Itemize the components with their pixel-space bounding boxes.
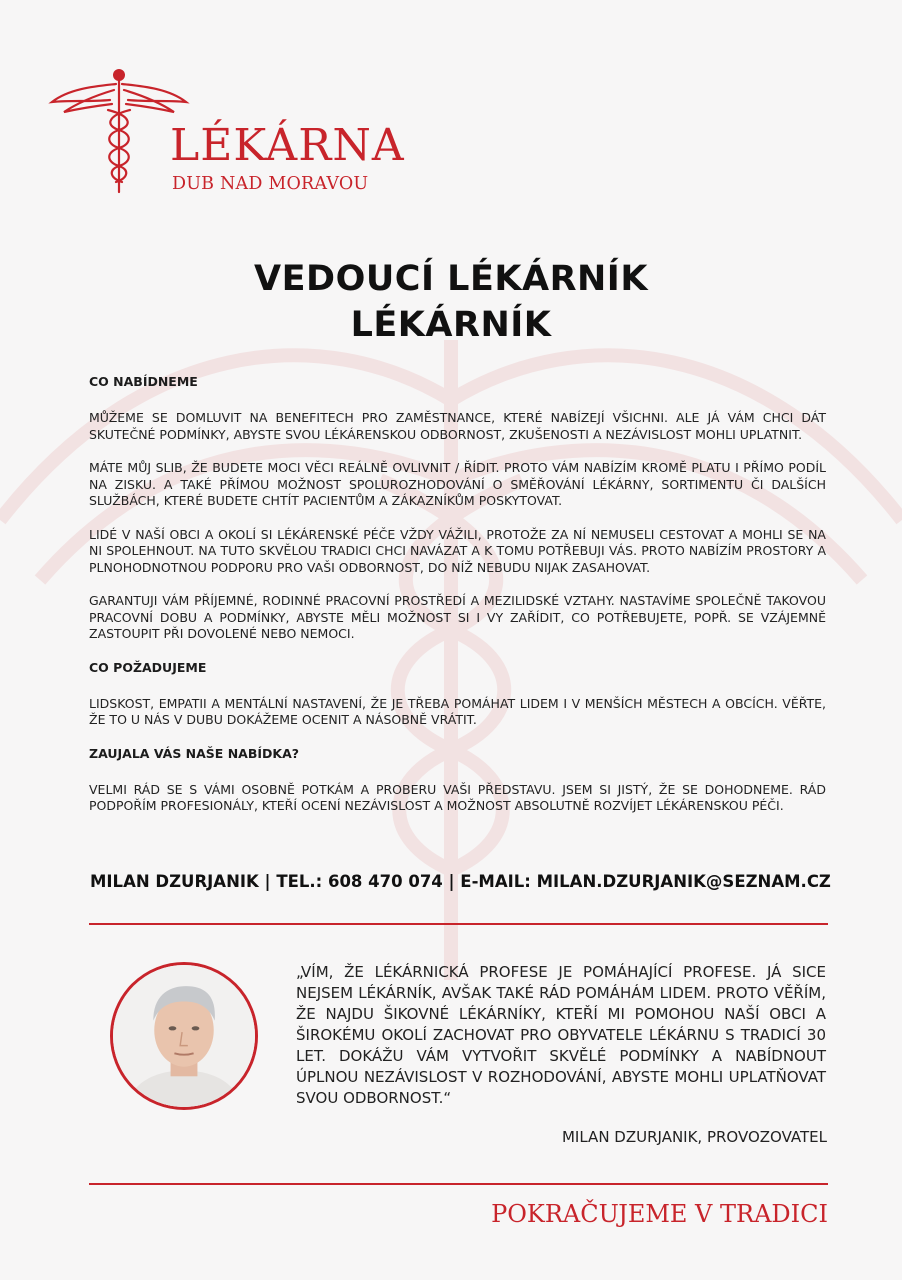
owner-quote: „VÍM, ŽE LÉKÁRNICKÁ PROFESE JE POMÁHAJÍCÍ PROFESE. JÁ SICE NEJSEM LÉKÁRNÍK, AVŠAK TAKÉ RÁD POMÁHÁM LIDEM. PROTO VĚŘÍM, ŽE NAJDU ŠIKOVNÉ LÉKÁRNÍKY, KTEŘÍ MI POMOHOU NAŠÍ OBCI A ŠIROKÉMU OKOLÍ ZACHOVAT PRO OBYVATELE LÉKÁRNU S TRADICÍ 30 LET. DOKÁŽU VÁM VYTVOŘIT SKVĚLÉ PODMÍNKY A NABÍDNOUT ÚPLNOU NEZÁVISLOST V ROZHODOVÁNÍ, ABYSTE MOHLI UPLATŇOVAT SVOU ODBORNOST.“ [296,963,826,1107]
footer-slogan: POKRAČUJEME V TRADICI [491,1200,828,1228]
offer-paragraph: MÁTE MŮJ SLIB, ŽE BUDETE MOCI VĚCI REÁLNĚ OVLIVNIT / ŘÍDIT. PROTO VÁM NABÍZÍM KROMĚ PLATU I PŘÍMO PODÍL NA ZISKU. A TAKÉ PŘÍMOU MOŽNOST SPOLUROZHODOVÁNÍ O SMĚŘOVÁNÍ LÉKÁRNY, SORTIMENTU ČI DALŠÍCH SLUŽBÁCH, KTERÉ BUDETE CHTÍT PACIENTŮM A ZÁKAZNÍKŮM POSKYTOVAT. [89,460,826,508]
interest-paragraph: VELMI RÁD SE S VÁMI OSOBNĚ POTKÁM A PROBERU VAŠI PŘEDSTAVU. JSEM SI JISTÝ, ŽE SE DOHODNEME. RÁD PODPOŘÍM PROFESIONÁLY, KTEŘÍ OCENÍ NEZÁVISLOST A MOŽNOST ABSOLUTNĚ ROZVÍJET LÉKÁRENSKOU PÉČI. [89,781,826,813]
brand-subtitle: DUB NAD MORAVOU [172,174,369,194]
contact-line: MILAN DZURJANIK | TEL.: 608 470 074 | E-MAIL: MILAN.DZURJANIK@SEZNAM.CZ [90,872,831,891]
divider [89,1183,828,1185]
offer-paragraph: GARANTUJI VÁM PŘÍJEMNÉ, RODINNÉ PRACOVNÍ PROSTŘEDÍ A MEZILIDSKÉ VZTAHY. NASTAVÍME SPOLEČNĚ TAKOVOU PRACOVNÍ DOBU A PODMÍNKY, ABYSTE MĚLI MOŽNOST SI I VY ZAŘÍDIT, CO POTŘEBUJETE, POPŘ. SE VZÁJEMNĚ ZASTOUPIT PŘI DOVOLENÉ NEBO NEMOCI. [89,593,826,641]
page-title [0,256,902,348]
interest-heading: ZAUJALA VÁS NAŠE NABÍDKA? [89,745,300,761]
job-description [89,374,826,815]
offer-heading: CO NABÍDNEME [89,374,198,389]
offer-paragraph: LIDÉ V NAŠÍ OBCI A OKOLÍ SI LÉKÁRENSKÉ PÉČE VŽDY VÁŽILI, PROTOŽE ZA NÍ NEMUSELI CESTOVAT A MOHLI SE NA NI SPOLEHNOUT. NA TUTO SKVĚLOU TRADICI CHCI NAVÁZAT A K TOMU POTŘEBUJI VÁS. PROTO NABÍZÍM PROSTORY A PLNOHODNOTNOU PODPORU PRO VAŠI ODBORNOST, DO NÍŽ NEBUDU NIJAK ZASAHOVAT. [89,526,826,575]
avatar [110,962,258,1110]
require-paragraph: LIDSKOST, EMPATII A MENTÁLNÍ NASTAVENÍ, ŽE JE TŘEBA POMÁHAT LIDEM I V MENŠÍCH MĚSTECH A OBCÍCH. VĚŘTE, ŽE TO U NÁS V DUBU DOKÁŽEME OCENIT A NÁSOBNĚ VRÁTIT. [89,695,826,727]
brand-title: LÉKÁRNA [170,120,405,171]
title-line-2: LÉKÁRNÍK [350,305,552,345]
portrait-image [113,965,255,1107]
caduceus-logo-icon [48,66,190,196]
offer-paragraph: MŮŽEME SE DOMLUVIT NA BENEFITECH PRO ZAMĚSTNANCE, KTERÉ NABÍZEJÍ VŠICHNI. ALE JÁ VÁM CHCI DÁT SKUTEČNÉ PODMÍNKY, ABYSTE SVOU LÉKÁRENSKOU ODBORNOST, ZKUŠENOSTI A NEZÁVISLOST MOHLI UPLATNIT. [89,410,826,442]
divider [89,923,828,925]
title-line-1: VEDOUCÍ LÉKÁRNÍK [254,259,648,299]
quote-signature: MILAN DZURJANIK, PROVOZOVATEL [561,1128,827,1146]
require-heading: CO POŽADUJEME [89,659,207,675]
